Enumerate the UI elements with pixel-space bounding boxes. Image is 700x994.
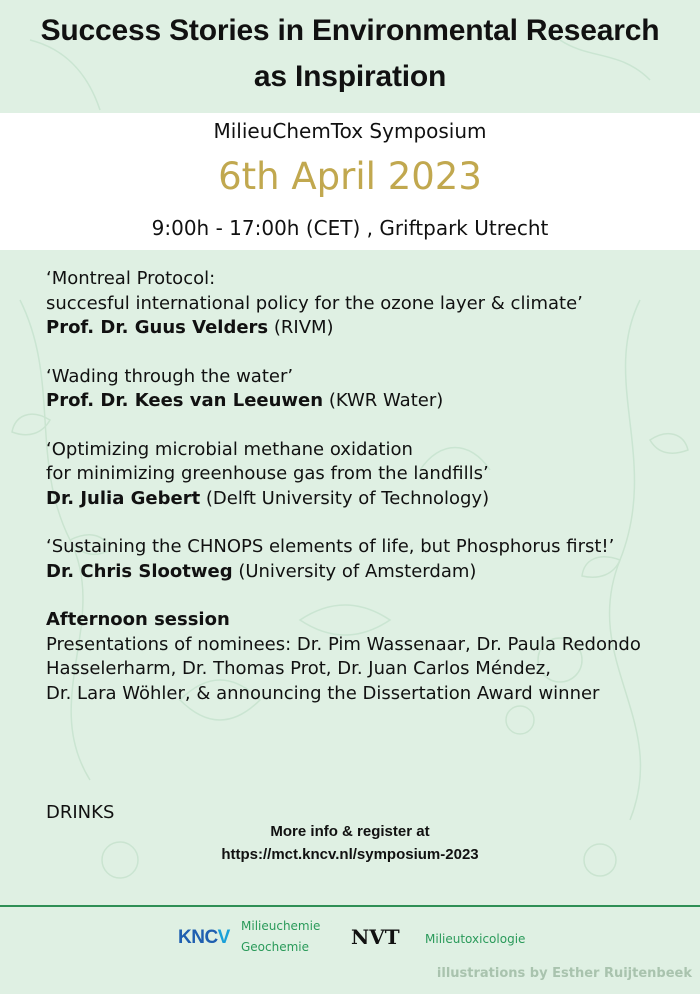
event-time-location: 9:00h - 17:00h (CET) , Griftpark Utrecht: [151, 216, 549, 240]
talk-speaker-line: [46, 487, 686, 512]
afternoon-session-line: Dr. Lara Wöhler, & announcing the Dissertation Award winner: [46, 682, 600, 704]
talk-item: [46, 365, 686, 414]
poster-title-line-2: as Inspiration: [253, 60, 447, 93]
poster-title: [0, 8, 700, 100]
kncv-sections: [241, 916, 320, 958]
speaker-name: Prof. Dr. Kees van Leeuwen: [46, 390, 324, 411]
afternoon-session-heading: Afternoon session: [46, 609, 230, 630]
program-list: [46, 267, 686, 706]
speaker-affiliation: (University of Amsterdam): [232, 560, 477, 582]
talk-title-line: ‘Sustaining the CHNOPS elements of life, but Phosphorus first!’: [46, 536, 615, 557]
afternoon-session-line: Hasselerharm, Dr. Thomas Prot, Dr. Juan Carlos Méndez,: [46, 658, 551, 679]
speaker-name: Dr. Chris Slootweg: [46, 560, 233, 582]
speaker-affiliation: (RIVM): [268, 317, 334, 338]
afternoon-session: [46, 608, 686, 706]
kncv-section-milieuchemie: Milieuchemie: [241, 919, 321, 933]
talk-speaker-line: [46, 560, 686, 585]
poster-title-line-1: Success Stories in Environmental Research: [40, 14, 660, 47]
talk-speaker-line: [46, 316, 686, 341]
speaker-name: Dr. Julia Gebert: [46, 487, 201, 509]
footer-divider: [0, 905, 700, 907]
illustration-credit: illustrations by Esther Ruijtenbeek: [436, 966, 692, 981]
talk-speaker-line: [46, 389, 686, 414]
talk-item: [46, 535, 686, 584]
speaker-affiliation: (KWR Water): [323, 390, 444, 411]
talk-item: [46, 267, 686, 341]
event-date: 6th April 2023: [218, 155, 482, 198]
speaker-name: Prof. Dr. Guus Velders: [46, 317, 269, 338]
registration-link[interactable]: https://mct.kncv.nl/symposium-2023: [221, 846, 479, 863]
talk-title-line: ‘Wading through the water’: [46, 365, 294, 387]
nvt-section-milieutoxicologie: Milieutoxicologie: [425, 932, 526, 946]
kncv-logo-text: KNC: [178, 927, 218, 948]
event-name: MilieuChemTox Symposium: [213, 119, 487, 143]
talk-title-line: succesful international policy for the ozone layer & climate’: [46, 292, 583, 314]
speaker-affiliation: (Delft University of Technology): [200, 487, 490, 509]
drinks-label: DRINKS: [46, 802, 115, 823]
more-info: [0, 820, 700, 866]
talk-title-line: ‘Optimizing microbial methane oxidation: [46, 438, 413, 460]
more-info-label: More info & register at: [270, 823, 430, 840]
talk-title-line: ‘Montreal Protocol:: [46, 268, 216, 289]
kncv-logo-v: V: [217, 927, 230, 948]
nvt-logo: NVT: [351, 925, 400, 949]
kncv-section-geochemie: Geochemie: [241, 940, 310, 954]
talk-title-line: for minimizing greenhouse gas from the landfills’: [46, 463, 489, 484]
talk-item: [46, 438, 686, 512]
afternoon-session-line: Presentations of nominees: Dr. Pim Wassenaar, Dr. Paula Redondo: [46, 633, 641, 655]
kncv-logo: [178, 927, 230, 949]
